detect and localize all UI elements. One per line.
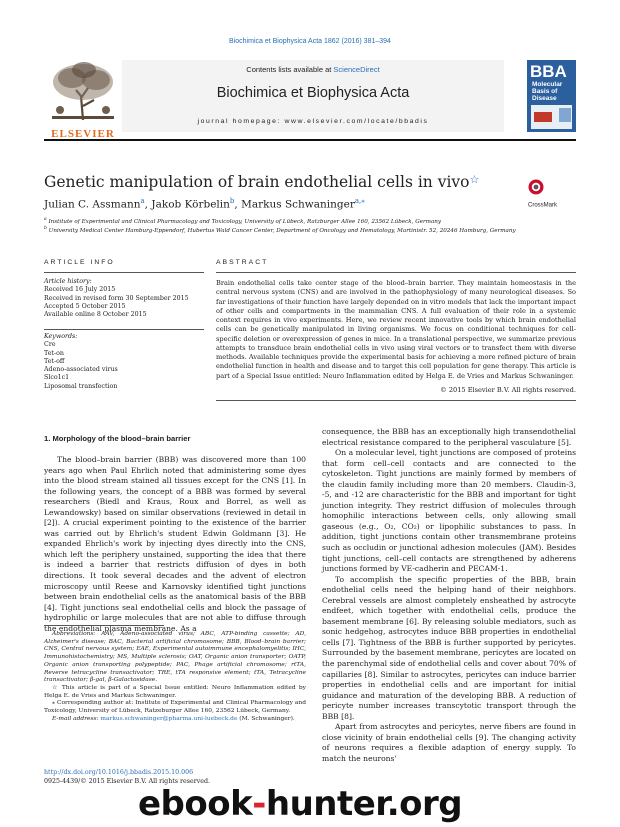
crossmark-button[interactable]	[528, 176, 578, 209]
body-paragraph: The blood–brain barrier (BBB) was discovered more than 100 years ago when Paul Ehrlich noted that administering some dyes into the blood stream stained all tissues except for the CNS [1]. In the following years, the concept of a BBB was formed by several researchers (Biedl and Kraus, Roux and Borrel, as well as Lewandowsky) based on similar observations (reviewed in detail in [2]). A crucial experiment pointing to the existence of the barrier was carried out by Ehrlich's student Edwin Goldmann [3]. He expanded Ehrlich's work by injecting dyes directly into the CNS, which left the periphery unstained, supporting the idea that there is indeed a barrier that restricts diffusion of dyes in both directions. It took several decades and the advent of electron microscopy until Reese and Karnovsky identified tight junctions between brain endothelial cells as the anatomical basis of the BBB [4]. Tight junctions seal endothelial cells and block the passage of hydrophilic or large molecules that are not able to diffuse through the endothelial plasma membrane. As a	[44, 455, 306, 633]
history-item: Received in revised form 30 September 2015	[44, 294, 189, 302]
history-item: Received 16 July 2015	[44, 286, 116, 294]
keyword-item: Adeno-associated virus	[44, 366, 118, 374]
title-footnote-mark[interactable]: ☆	[469, 173, 480, 186]
email-link[interactable]: markus.schwaninger@pharma.uni-luebeck.de	[100, 715, 238, 722]
elsevier-tree-icon	[44, 60, 122, 124]
abstract-rule	[216, 272, 576, 273]
crossmark-icon	[528, 179, 544, 195]
issn-line: 0925-4439/© 2015 Elsevier B.V. All rights reserved.	[44, 778, 211, 785]
keywords-rule	[44, 329, 204, 330]
section-heading: 1. Morphology of the blood–brain barrier	[44, 434, 191, 443]
keyword-item: Cre	[44, 341, 56, 349]
right-column	[322, 427, 576, 765]
journal-cover[interactable]	[527, 60, 576, 132]
journal-title: Biochimica et Biophysica Acta	[216, 85, 410, 101]
header-rule	[44, 139, 576, 141]
keyword-item: Tet-off	[44, 357, 65, 365]
article-info-rule	[44, 272, 204, 273]
abstract-text: Brain endothelial cells take center stage of the blood–brain barrier. They maintain homeostasis in the central nervous system (CNS) and are involved in the pathophysiology of many neurological diseases. So far investigations of their function have largely depended on in vitro models that lack the important impact of other cells and compartments in the mammalian CNS. A full evaluation of their role in a systemic context requires in vivo experiments. Here, we review recent innovative tools by which brain endothelial cells can be genetically manipulated in living organisms. We focus on conditional techniques for cell-specific deletion or overexpression of genes in mice. In a translational perspective, we summarize previous attempts to transduce brain endothelial cells in vivo using viral vectors or to transfect them with diverse methods. Available techniques provide the experimental basis for achieving a more refined picture of brain endothelial function in health and disease and to target this cell population for gene therapy. This article is part of a Special Issue entitled: Neuro Inflammation edited by Helga E. de Vries and Markus Schwaninger.	[216, 279, 576, 380]
footnote-rule	[44, 625, 164, 626]
journal-homepage	[122, 118, 504, 125]
cover-line-1: Molecular	[532, 81, 563, 88]
left-column	[44, 455, 306, 634]
author-list	[44, 197, 365, 211]
body-paragraph-continued: consequence, the BBB has an exceptionally high transendothelial electrical resistance compared to the peripheral vasculature [5].	[322, 427, 576, 447]
keywords	[44, 333, 204, 391]
footnote-corresponding: ⁎ Corresponding author at: Institute of Experimental and Clinical Pharmacology and Toxicology, University of Lübeck, Ratzeburger Allee 160, 23562 Lübeck, Germany.	[44, 700, 306, 715]
body-paragraph: Apart from astrocytes and pericytes, nerve fibers are found in close vicinity of brain endothelial cells [9]. The changing activity of neurons requires a flexible adaption of energy supply. To match the neurons'	[322, 722, 576, 763]
homepage-prefix: journal homepage:	[197, 118, 285, 125]
cover-image	[531, 105, 572, 129]
email-label: E-mail address:	[52, 715, 101, 722]
author-separator: ,	[234, 198, 242, 211]
author-3[interactable]: Markus Schwaninger	[241, 198, 355, 211]
body-paragraph: On a molecular level, tight junctions are composed of proteins that form cell–cell contacts and are connected to the cytoskeleton. Tight junctions are mainly formed by members of the claudin family including more than 20 members. Claudin-3, -5, and -12 are characteristic for the BBB and important for tight junction integrity. They restrict diffusion of molecules through homophilic interactions between cells, only allowing small gaseous (e.g., O₂, CO₂) or lipophilic substances to pass. In addition, tight junctions contain other transmembrane proteins such as occludin or junctional adhesion molecules (JAM). Besides tight junctions, cell–cell contacts are strengthened by adherens junctions formed by VE-cadherin and PECAM-1.	[322, 448, 576, 574]
affiliation-a-mark: a	[44, 217, 47, 222]
keyword-item: Liposomal transfection	[44, 382, 118, 390]
author-2[interactable]: Jakob Körbelin	[151, 198, 230, 211]
affiliation-a-text: Institute of Experimental and Clinical Pharmacology and Toxicology, University of Lübeck, Ratzburger Allee 160, 23562 Lübeck, Germany	[48, 218, 442, 225]
watermark-part-1: ebook	[138, 784, 253, 824]
footnotes	[44, 631, 306, 723]
elsevier-logo[interactable]	[44, 60, 122, 138]
crossmark-label: CrossMark	[528, 202, 558, 209]
cover-logo: BBA	[530, 62, 567, 81]
elsevier-wordmark: ELSEVIER	[51, 128, 115, 140]
watermark-part-2: hunter.org	[265, 784, 463, 824]
author-3-affiliation[interactable]: a,⁎	[354, 197, 365, 205]
doi-link[interactable]: http://dx.doi.org/10.1016/j.bbadis.2015.10.006	[44, 769, 194, 776]
author-2-affiliation[interactable]: b	[229, 197, 235, 205]
history-label: Article history:	[44, 278, 92, 285]
article-history	[44, 278, 204, 319]
journal-citation[interactable]: Biochimica et Biophysica Acta 1862 (2016) 381–394	[229, 38, 391, 45]
footnote-special-issue: ☆ This article is part of a Special Issue entitled: Neuro Inflammation edited by Helga E. de Vries and Markus Schwaninger.	[44, 684, 306, 699]
cover-line-2: Basis of	[532, 88, 558, 95]
contents-available	[122, 65, 504, 74]
author-1[interactable]: Julian C. Assmann	[44, 198, 141, 211]
affiliation-a	[44, 217, 441, 225]
history-item: Accepted 5 October 2015	[44, 302, 126, 310]
article-title-text: Genetic manipulation of brain endothelial cells in vivo	[44, 173, 470, 191]
body-paragraph: To accomplish the specific properties of the BBB, brain endothelial cells need the helping hand of their neighbors. Cerebral vessels are almost completely ensheathed by astrocyte endfeet, which together with endothelial cells, produce the basement membrane [6]. By releasing soluble mediators, such as sonic hedgehog, astrocytes induce BBB properties in endothelial cells [7]. Tightness of the BBB is further supported by pericytes. Surrounded by the basement membrane, pericytes are located on the parenchymal side of endothelial cells and cover about 70% of capillaries [8]. Similar to astrocytes, pericytes can induce barrier properties in endothelial cells and are important for initial guidance and maturation of the developing BBB. A reduction of pericyte number increases transcytotic transport through the BBB [8].	[322, 574, 576, 721]
article-info-heading: ARTICLE INFO	[44, 259, 115, 266]
abstract-copyright: © 2015 Elsevier B.V. All rights reserved.	[440, 386, 576, 394]
cover-line-3: Disease	[532, 95, 557, 102]
author-separator: ,	[144, 198, 152, 211]
abstract-end-rule	[216, 400, 576, 401]
author-1-affiliation[interactable]: a	[140, 197, 145, 205]
affiliation-b-mark: b	[44, 226, 47, 231]
history-item: Available online 8 October 2015	[44, 311, 147, 319]
article-title	[44, 173, 479, 191]
footnote-email	[44, 716, 306, 724]
affiliation-b	[44, 226, 516, 234]
keywords-label: Keywords:	[44, 333, 78, 340]
homepage-url[interactable]: www.elsevier.com/locate/bbadis	[284, 118, 429, 125]
watermark-hyphen: -	[252, 784, 266, 824]
contents-prefix: Contents lists available at	[246, 65, 334, 74]
footnote-abbreviations: Abbreviations: AAV, Adeno-associated virus; ABC, ATP-binding cassette; AD, Alzheimer's disease; BAC, Bacterial artificial chromosome; BBB, Blood–brain barrier; CNS, Central nervous system; EAE, Experimental autoimmune encephalomyelitis; IHC, Immunohistochemistry; MS, Multiple sclerosis; OAT, Organic anion transporter; OATP, Organic anion transporting polypeptide; PAC, Phage artificial chromosome; rtTA, Reverse tetracycline transactivator; TRE, tTA responsive element; tTA, Tetracycline transactivator; β-gal, β-Galactosidase.	[44, 631, 306, 684]
watermark	[138, 784, 462, 824]
keyword-item: Slco1c1	[44, 374, 70, 382]
email-suffix: (M. Schwaninger).	[237, 715, 295, 722]
keyword-item: Tet-on	[44, 349, 64, 357]
sciencedirect-link[interactable]: ScienceDirect	[333, 65, 380, 74]
abstract-heading: ABSTRACT	[216, 259, 269, 266]
affiliation-b-text: University Medical Center Hamburg-Eppendorf, Hubertus Wald Cancer Center, Department of Oncology and Hematology, Martinistr. 52, 20246 Hamburg, Germany	[48, 227, 516, 234]
